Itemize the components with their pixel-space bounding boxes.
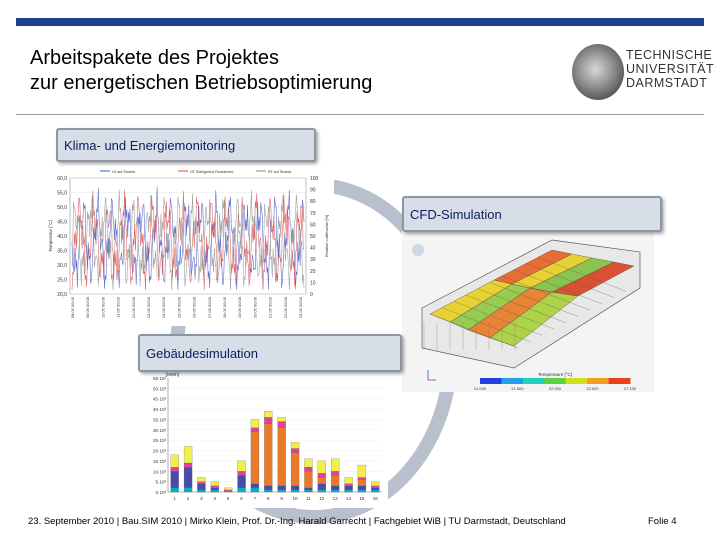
x-tick-label: 23.05 00:00	[298, 297, 303, 319]
colorbar-tick-label: 22.000	[548, 386, 562, 391]
bar-segment	[171, 467, 179, 471]
x-tick-label: 12.05 00:00	[130, 297, 136, 319]
x-tick-label: 1	[173, 496, 176, 501]
x-tick-label: 21.05 00:00	[267, 297, 273, 319]
label-text: Gebäudesimulation	[146, 345, 259, 361]
legend-entry: OT Stahlgerüst Fundament	[190, 170, 234, 174]
bar-segment	[184, 467, 192, 488]
colorbar-tick-label: 27.100	[623, 386, 637, 391]
x-tick-label: 22.05 00:00	[282, 297, 288, 319]
bar-segment	[197, 477, 205, 481]
bar-segment	[345, 477, 353, 483]
slide-number: Folie 4	[648, 516, 677, 527]
bar-segment	[358, 465, 366, 477]
y2-axis-label: Relative Luftfeuchte [%]	[324, 214, 329, 258]
bar-segment	[371, 486, 379, 488]
bar-segment	[318, 461, 326, 473]
label-gebaeudesimulation[interactable]	[138, 334, 402, 372]
x-tick-label: 18.05 00:00	[222, 297, 227, 319]
x-tick-label: 6	[240, 496, 243, 501]
bar-segment	[251, 428, 259, 432]
x-tick-label: 13	[332, 496, 338, 501]
x-tick-label: 16.05 00:00	[191, 297, 197, 319]
bar-segment	[224, 490, 232, 492]
colorbar-segment	[501, 378, 523, 384]
y-axis-label: [MWh]	[166, 372, 179, 377]
y-axis-label: Temperatur [°C]	[48, 220, 53, 252]
label-text: Klima- und Energiemonitoring	[64, 137, 236, 153]
bar-segment	[304, 467, 312, 471]
y-tick-label: 15·10³	[152, 458, 166, 464]
y-tick-label: 10·10³	[152, 469, 166, 475]
bar-segment	[371, 482, 379, 486]
bar-segment	[291, 448, 299, 452]
x-tick-label: 14.05 00:00	[161, 297, 167, 319]
bar-segment	[278, 490, 286, 492]
label-text: CFD-Simulation	[410, 206, 502, 222]
bar-segment	[197, 490, 205, 492]
bar-segment	[358, 490, 366, 492]
x-tick-label: 3	[200, 496, 203, 501]
header-divider	[16, 114, 704, 115]
x-tick-label: 7	[253, 496, 257, 501]
bar-segment	[331, 475, 339, 485]
x-tick-label: 2	[186, 496, 190, 501]
bar-segment	[371, 490, 379, 492]
y-tick-label: 30·10³	[152, 427, 166, 433]
x-tick-label: 10	[292, 496, 298, 501]
y2-tick-label: 90	[310, 187, 316, 194]
x-tick-label: 19.05 00:00	[237, 297, 243, 319]
colorbar-segment	[566, 378, 588, 384]
y-tick-label: 20·10³	[152, 448, 166, 454]
y-tick-label: 40,0	[57, 234, 67, 240]
y2-tick-label: 10	[310, 280, 316, 287]
x-tick-label: 10.05 00:00	[100, 297, 106, 319]
y-tick-label: 35,0	[57, 248, 67, 255]
y-tick-label: 0·10³	[155, 490, 166, 495]
bar-segment	[345, 486, 353, 490]
y2-tick-label: 80	[310, 199, 316, 206]
y2-tick-label: 60	[310, 222, 316, 229]
bar-segment	[358, 486, 366, 490]
colorbar-tick-label: 21.500	[511, 386, 524, 391]
bar-segment	[171, 488, 179, 492]
tu-darmstadt-logo	[564, 44, 715, 104]
monitoring-line-chart	[44, 164, 334, 326]
y2-tick-label: 20	[310, 268, 316, 275]
bar-segment	[251, 432, 259, 484]
bar-segment	[171, 455, 179, 467]
colorbar-segment	[544, 378, 566, 384]
bar-segment	[238, 471, 246, 475]
x-tick-label: 14	[346, 496, 352, 501]
y2-tick-label: 40	[310, 245, 316, 252]
bar-segment	[278, 486, 286, 490]
bar-segment	[184, 446, 192, 463]
y2-tick-label: 100	[310, 176, 319, 182]
bar-segment	[291, 453, 299, 486]
bar-segment	[264, 417, 272, 423]
bar-segment	[238, 488, 246, 492]
y-tick-label: 25·10³	[152, 438, 166, 444]
cfd-simulation-panel	[402, 230, 654, 392]
bar-segment	[171, 471, 179, 488]
y-tick-label: 50,0	[57, 205, 67, 211]
bar-segment	[264, 490, 272, 492]
colorbar-segment	[587, 378, 609, 384]
building-simulation-panel	[138, 368, 388, 508]
colorbar-tick-label: 22.500	[586, 386, 599, 391]
bar-segment	[264, 424, 272, 486]
bar-segment	[251, 419, 259, 427]
bar-segment	[331, 486, 339, 490]
y2-tick-label: 50	[310, 234, 316, 240]
bar-segment	[358, 480, 366, 486]
y-tick-label: 35·10³	[152, 417, 166, 423]
y-tick-label: 20,0	[57, 292, 67, 298]
bar-segment	[278, 417, 286, 421]
bar-segment	[224, 488, 232, 490]
bar-segment	[264, 486, 272, 490]
bar-segment	[318, 484, 326, 490]
bar-segment	[211, 482, 219, 486]
bar-segment	[304, 490, 312, 492]
y-tick-label: 40·10³	[152, 407, 166, 413]
y-tick-label: 25,0	[57, 277, 67, 284]
logo-text	[626, 48, 714, 90]
colorbar-segment	[523, 378, 545, 384]
bar-segment	[238, 461, 246, 471]
bar-segment	[184, 463, 192, 467]
bar-segment	[345, 484, 353, 486]
x-tick-label: 16	[372, 496, 378, 501]
slide-title-line2: zur energetischen Betriebsoptimierung	[30, 72, 373, 94]
bar-segment	[318, 477, 326, 483]
bar-segment	[331, 471, 339, 475]
monitoring-chart-panel	[44, 164, 334, 326]
x-tick-label: 09.05 00:00	[85, 297, 91, 319]
bar-segment	[304, 471, 312, 488]
colorbar-label: Temperature [°C]	[537, 372, 573, 377]
bar-segment	[331, 490, 339, 492]
bar-segment	[211, 486, 219, 488]
bar-segment	[197, 482, 205, 484]
legend-entry: RF auf Strahla	[268, 170, 292, 174]
colorbar-segment	[609, 378, 631, 384]
logo-line2: UNIVERSITÄT	[626, 62, 715, 76]
x-tick-label: 11	[306, 496, 311, 501]
bar-segment	[264, 411, 272, 417]
bar-segment	[251, 484, 259, 488]
x-tick-label: 9	[280, 496, 283, 501]
bar-segment	[291, 490, 299, 492]
bar-segment	[318, 490, 326, 492]
footer-text: 23. September 2010 | Bau.SIM 2010 | Mirko Klein, Prof. Dr.-Ing. Harald Garrecht | Fachgebiet WiB | TU Darmstadt, Deutschland	[28, 516, 566, 527]
x-tick-label: 5	[226, 496, 230, 501]
label-cfd-simulation[interactable]	[402, 196, 662, 232]
x-tick-label: 20.05 00:00	[252, 297, 258, 319]
y-tick-label: 55,0	[57, 190, 67, 197]
x-tick-label: 12	[319, 496, 325, 501]
bar-segment	[238, 475, 246, 487]
x-tick-label: 17.05 00:00	[206, 297, 212, 319]
athena-seal-icon	[572, 44, 624, 100]
legend-entry: LS auf Strahla	[112, 170, 135, 174]
logo-line3: DARMSTADT	[626, 76, 708, 90]
x-tick-label: 8	[267, 496, 270, 501]
x-tick-label: 15.05 00:00	[176, 297, 182, 319]
bar-segment	[197, 484, 205, 490]
y-tick-label: 30,0	[57, 263, 67, 269]
y-tick-label: 50·10³	[152, 386, 166, 392]
bar-segment	[278, 428, 286, 486]
bar-segment	[291, 486, 299, 490]
bar-segment	[184, 488, 192, 492]
bar-segment	[211, 488, 219, 490]
y-tick-label: 45,0	[57, 219, 67, 226]
y2-tick-label: 0	[310, 292, 313, 298]
y-tick-label: 60,0	[57, 176, 67, 182]
y2-tick-label: 30	[310, 257, 316, 264]
y-tick-label: 55·10³	[152, 376, 166, 381]
bar-segment	[304, 488, 312, 490]
x-tick-label: 13.05 00:00	[146, 297, 151, 319]
bar-segment	[345, 490, 353, 492]
bar-segment	[318, 473, 326, 477]
colorbar-tick-label: 21.000	[473, 386, 487, 391]
bar-segment	[304, 459, 312, 467]
slide-title-line1: Arbeitspakete des Projektes	[30, 47, 280, 69]
y-tick-label: 5·10³	[155, 479, 166, 485]
colorbar-segment	[480, 378, 502, 384]
cfd-heatmap	[402, 230, 654, 392]
bar-segment	[331, 459, 339, 471]
slide-title	[30, 46, 550, 96]
y2-tick-label: 70	[310, 210, 316, 217]
top-accent-bar	[16, 18, 704, 26]
cfd-logo-icon	[412, 244, 424, 256]
logo-line1: TECHNISCHE	[626, 48, 713, 62]
energy-bar-chart	[138, 368, 388, 508]
label-klima-energiemonitoring[interactable]	[56, 128, 316, 162]
x-tick-label: 15	[359, 496, 365, 501]
x-tick-label: 08.05 00:00	[70, 297, 75, 319]
bar-segment	[291, 442, 299, 448]
x-tick-label: 4	[213, 496, 217, 501]
bar-segment	[358, 477, 366, 479]
x-tick-label: 11.05 00:00	[115, 297, 121, 318]
y-tick-label: 45·10³	[152, 396, 166, 402]
bar-segment	[278, 422, 286, 428]
bar-segment	[211, 490, 219, 492]
bar-segment	[371, 488, 379, 490]
bar-segment	[251, 488, 259, 492]
